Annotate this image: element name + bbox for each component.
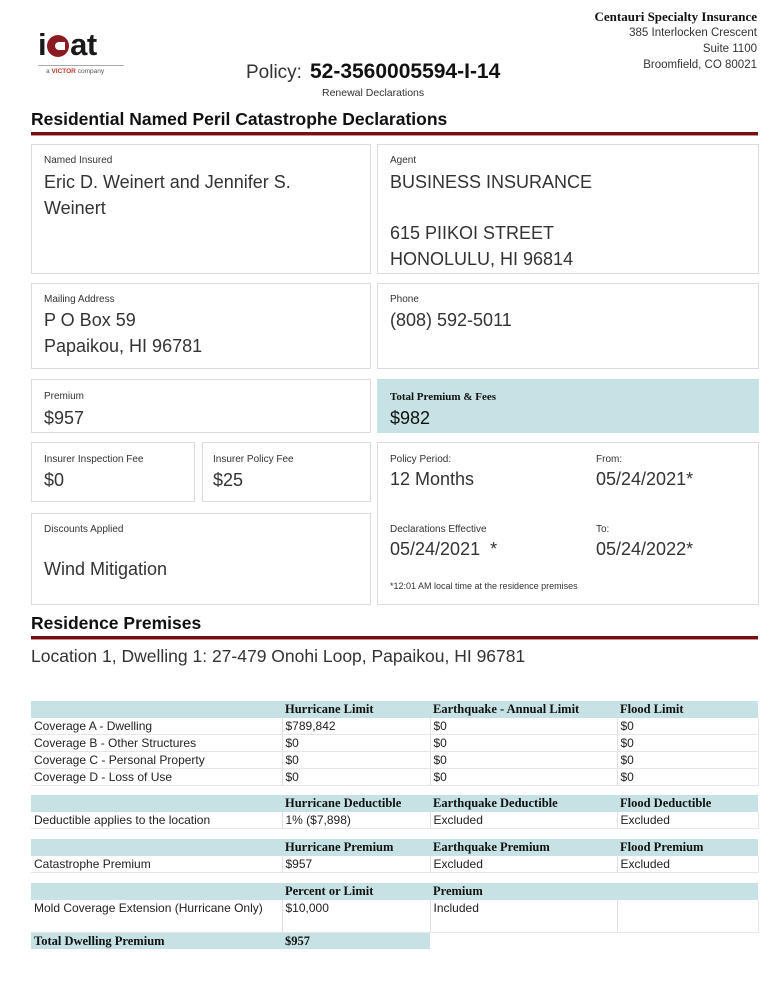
discounts-box	[31, 513, 371, 605]
named-insured-line2: Weinert	[44, 198, 106, 218]
table-header-row	[31, 701, 758, 718]
extension-name: Mold Coverage Extension (Hurricane Only)	[31, 900, 282, 933]
coverage-limits-table	[31, 701, 759, 786]
logo-tagline-prefix: a	[46, 68, 50, 75]
insurer-address-line1: 385 Interlocken Crescent	[629, 27, 757, 39]
header-hurricane-deductible: Hurricane Deductible	[282, 795, 430, 812]
header-percent-or-limit: Percent or Limit	[282, 883, 430, 900]
discounts-value: Wind Mitigation	[44, 559, 168, 579]
coverage-name: Coverage D - Loss of Use	[31, 769, 282, 786]
extension-premium-value: Included	[430, 900, 617, 933]
to-label: To:	[596, 524, 610, 535]
premium-description: Catastrophe Premium	[31, 856, 282, 873]
table-row	[31, 718, 758, 735]
section-divider	[31, 132, 758, 135]
header-earthquake-deductible: Earthquake Deductible	[430, 795, 617, 812]
earthquake-deductible-value: Excluded	[430, 812, 617, 829]
table-header-row	[31, 839, 758, 856]
deductible-description: Deductible applies to the location	[31, 812, 282, 829]
logo-tagline-suffix: company	[77, 68, 105, 75]
document-subtitle: Renewal Declarations	[322, 87, 425, 99]
extension-limit-value: $10,000	[282, 900, 430, 933]
header-flood-premium: Flood Premium	[617, 839, 758, 856]
table-row	[31, 900, 758, 933]
extension-empty-cell	[617, 900, 758, 933]
hurricane-deductible-value: 1% ($7,898)	[282, 812, 430, 829]
icat-logo	[38, 27, 124, 86]
coverage-name: Coverage A - Dwelling	[31, 718, 282, 735]
header-premium: Premium	[430, 883, 617, 900]
agent-box	[377, 144, 759, 274]
mailing-address-box	[31, 283, 371, 369]
inspection-fee-label: Insurer Inspection Fee	[44, 454, 144, 465]
total-premium-fees-value: $982	[390, 408, 431, 428]
mailing-address-label: Mailing Address	[44, 294, 115, 305]
earthquake-limit-value: $0	[430, 735, 617, 752]
table-row	[31, 735, 758, 752]
mailing-address-line1: P O Box 59	[44, 310, 136, 330]
flood-premium-value: Excluded	[617, 856, 758, 873]
earthquake-limit-value: $0	[430, 752, 617, 769]
coverage-name: Coverage B - Other Structures	[31, 735, 282, 752]
to-date: 05/24/2022*	[596, 539, 694, 559]
section-divider	[31, 636, 758, 639]
logo-tagline-brand: VICTOR	[51, 68, 76, 75]
declarations-effective-label: Declarations Effective	[390, 524, 487, 535]
premium-label: Premium	[44, 391, 85, 402]
earthquake-limit-value: $0	[430, 769, 617, 786]
hurricane-limit-value: $0	[282, 769, 430, 786]
agent-name: BUSINESS INSURANCE	[390, 172, 593, 192]
premiums-table	[31, 839, 759, 873]
named-insured-box	[31, 144, 371, 274]
phone-value: (808) 592-5011	[390, 310, 512, 330]
phone-box	[377, 283, 759, 369]
agent-label: Agent	[390, 155, 417, 166]
table-header-row	[31, 795, 758, 812]
flood-limit-value: $0	[617, 769, 758, 786]
extensions-table	[31, 883, 759, 949]
insurer-address-line2: Suite 1100	[702, 43, 757, 55]
from-date: 05/24/2021*	[596, 469, 694, 489]
total-premium-fees-label: Total Premium & Fees	[390, 391, 497, 403]
location-address: Location 1, Dwelling 1: 27-479 Onohi Loop, Papaikou, HI 96781	[31, 646, 526, 666]
from-label: From:	[596, 454, 623, 465]
policy-fee-label: Insurer Policy Fee	[213, 454, 294, 465]
header-cell	[31, 795, 282, 812]
total-dwelling-premium-value: $957	[282, 933, 430, 950]
header-earthquake-limit: Earthquake - Annual Limit	[430, 701, 617, 718]
empty-cell	[617, 933, 758, 950]
table-row	[31, 752, 758, 769]
logo-c-mark	[47, 35, 69, 57]
total-dwelling-premium-row	[31, 933, 758, 950]
header-cell	[31, 839, 282, 856]
residence-premises-title: Residence Premises	[31, 613, 202, 633]
discounts-label: Discounts Applied	[44, 524, 124, 535]
policy-fee-box	[202, 442, 371, 502]
hurricane-limit-value: $0	[282, 752, 430, 769]
flood-deductible-value: Excluded	[617, 812, 758, 829]
earthquake-premium-value: Excluded	[430, 856, 617, 873]
total-premium-fees-box	[377, 379, 759, 433]
insurer-name: Centauri Specialty Insurance	[594, 9, 757, 24]
inspection-fee-box	[31, 442, 195, 502]
header-cell	[31, 701, 282, 718]
hurricane-premium-value: $957	[282, 856, 430, 873]
hurricane-limit-value: $0	[282, 735, 430, 752]
logo-wordmark: i at	[38, 27, 97, 62]
inspection-fee-value: $0	[44, 470, 65, 490]
mailing-address-line2: Papaikou, HI 96781	[44, 336, 203, 356]
header-cell	[617, 883, 758, 900]
table-header-row	[31, 883, 758, 900]
header-hurricane-premium: Hurricane Premium	[282, 839, 430, 856]
agent-street: 615 PIIKOI STREET	[390, 223, 555, 243]
declarations-title: Residential Named Peril Catastrophe Declarations	[31, 109, 448, 129]
declarations-effective-date: 05/24/2021 *	[390, 539, 498, 559]
policy-period-value: 12 Months	[390, 469, 475, 489]
table-row	[31, 856, 758, 873]
policy-number-line	[246, 60, 500, 84]
premium-value: $957	[44, 408, 85, 428]
policy-fee-value: $25	[213, 470, 244, 490]
insurer-city-state-zip: Broomfield, CO 80021	[643, 59, 757, 71]
hurricane-limit-value: $789,842	[282, 718, 430, 735]
coverage-name: Coverage C - Personal Property	[31, 752, 282, 769]
table-row	[31, 769, 758, 786]
named-insured-label: Named Insured	[44, 155, 113, 166]
table-row	[31, 812, 758, 829]
flood-limit-value: $0	[617, 752, 758, 769]
time-footnote: *12:01 AM local time at the residence premises	[390, 581, 578, 591]
header-hurricane-limit: Hurricane Limit	[282, 701, 430, 718]
policy-period-label: Policy Period:	[390, 454, 452, 465]
phone-label: Phone	[390, 294, 419, 305]
header-earthquake-premium: Earthquake Premium	[430, 839, 617, 856]
deductibles-table	[31, 795, 759, 829]
policy-period-box	[377, 442, 759, 605]
total-dwelling-premium-label: Total Dwelling Premium	[31, 933, 282, 950]
logo-tagline	[38, 65, 124, 75]
empty-cell	[430, 933, 617, 950]
policy-number: 52-3560005594-I-14	[309, 60, 501, 83]
header-flood-deductible: Flood Deductible	[617, 795, 758, 812]
earthquake-limit-value: $0	[430, 718, 617, 735]
insurer-address-block	[595, 9, 758, 73]
named-insured-line1: Eric D. Weinert and Jennifer S.	[44, 172, 291, 192]
header-cell	[31, 883, 282, 900]
agent-city: HONOLULU, HI 96814	[390, 249, 574, 269]
flood-limit-value: $0	[617, 735, 758, 752]
header-flood-limit: Flood Limit	[617, 701, 758, 718]
policy-label: Policy:	[246, 62, 302, 83]
premium-box	[31, 379, 371, 433]
flood-limit-value: $0	[617, 718, 758, 735]
